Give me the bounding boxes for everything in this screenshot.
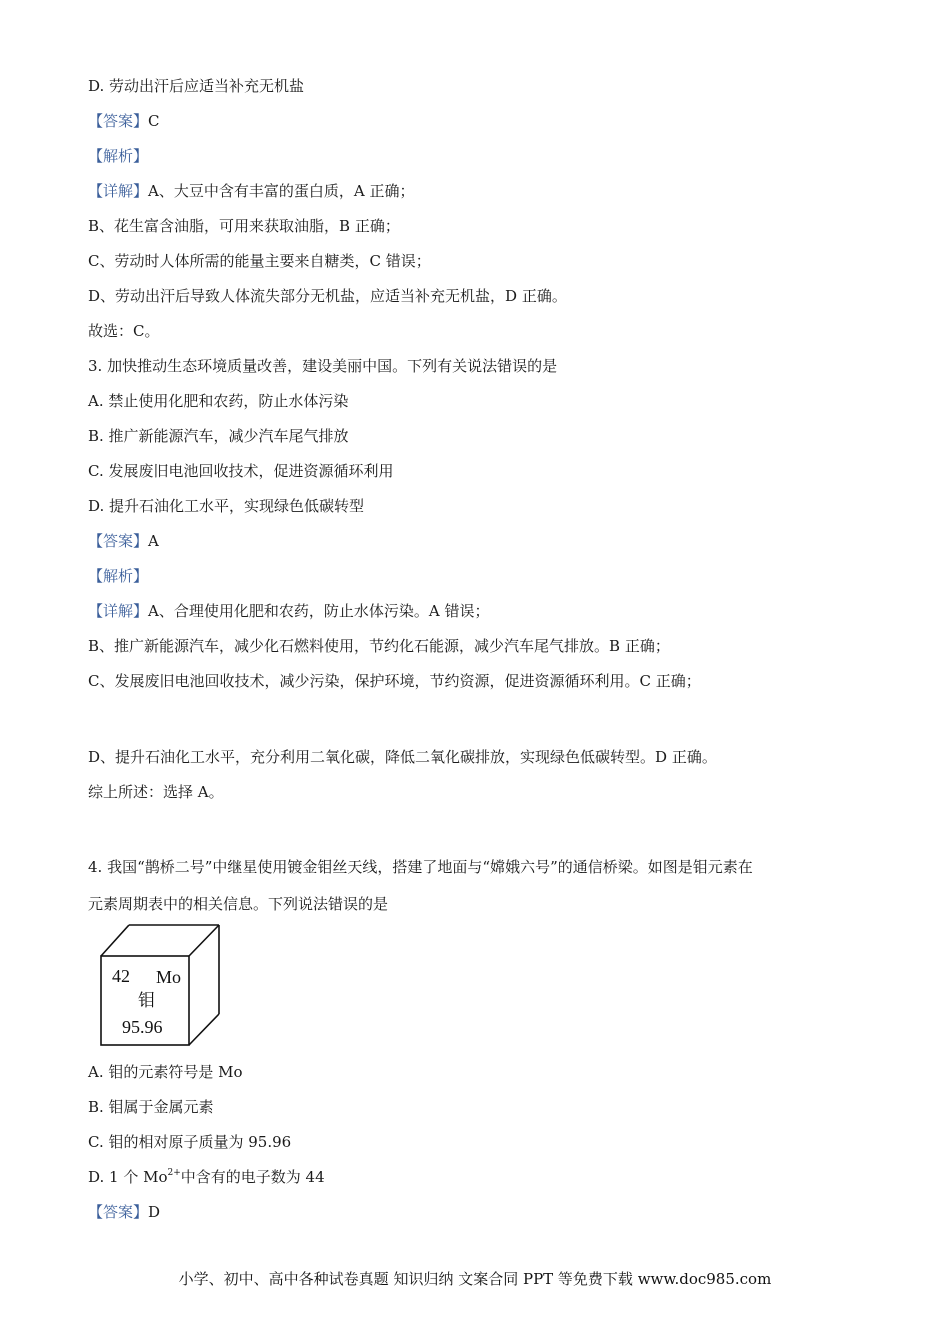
- q2-option-d: D. 劳动出汗后应适当补充无机盐: [88, 77, 305, 95]
- detail-tag: 【详解】: [88, 182, 149, 200]
- answer-value: A: [148, 532, 159, 550]
- page-footer: 小学、初中、高中各种试卷真题 知识归纳 文案合同 PPT 等免费下载 www.doc985.com: [178, 1270, 772, 1288]
- element-name: 钼: [138, 991, 155, 1011]
- q4-answer: [88, 1201, 160, 1223]
- element-symbol: Mo: [156, 967, 182, 987]
- ion-charge: 2+: [167, 1168, 181, 1178]
- q4-option-b: B. 钼属于金属元素: [88, 1098, 214, 1116]
- answer-value: C: [148, 112, 160, 130]
- atomic-mass: 95.96: [122, 1017, 163, 1037]
- q3-analysis-tag: 【解析】: [88, 567, 149, 585]
- q3-option-a: A. 禁止使用化肥和农药，防止水体污染: [88, 392, 349, 410]
- answer-tag: 【答案】: [88, 1203, 149, 1221]
- answer-tag: 【答案】: [88, 112, 149, 130]
- q3-option-d: D. 提升石油化工水平，实现绿色低碳转型: [88, 497, 365, 515]
- q2-detail-c: C、劳动时人体所需的能量主要来自糖类，C 错误；: [88, 252, 431, 270]
- q2-conclusion: 故选：C。: [88, 322, 160, 340]
- atomic-number: 42: [112, 966, 130, 986]
- q2-detail-a: [88, 180, 414, 202]
- q3-detail-d: D、提升石油化工水平，充分利用二氧化碳，降低二氧化碳排放，实现绿色低碳转型。D 正确。: [88, 748, 717, 766]
- q3-conclusion: 综上所述：选择 A。: [88, 783, 224, 801]
- detail-tag: 【详解】: [88, 602, 149, 620]
- q4-stem-line2: 元素周期表中的相关信息。下列说法错误的是: [88, 895, 389, 913]
- q3-option-b: B. 推广新能源汽车，减少汽车尾气排放: [88, 427, 349, 445]
- detail-text: A、大豆中含有丰富的蛋白质，A 正确；: [148, 182, 415, 200]
- q3-stem: 3. 加快推动生态环境质量改善，建设美丽中国。下列有关说法错误的是: [88, 357, 558, 375]
- q3-detail-b: B、推广新能源汽车，减少化石燃料使用，节约化石能源，减少汽车尾气排放。B 正确；: [88, 637, 670, 655]
- q4-option-c: C. 钼的相对原子质量为 95.96: [88, 1133, 292, 1151]
- q2-detail-d: D、劳动出汗后导致人体流失部分无机盐，应适当补充无机盐，D 正确。: [88, 287, 567, 305]
- q3-detail-a: [88, 600, 489, 622]
- element-cell-figure: [100, 924, 222, 1046]
- option-d-suffix: 中含有的电子数为 44: [180, 1168, 325, 1186]
- detail-text: A、合理使用化肥和农药，防止水体污染。A 错误；: [148, 602, 490, 620]
- q2-answer: [88, 110, 160, 132]
- q4-option-d: [88, 1166, 325, 1188]
- q3-answer: [88, 530, 159, 552]
- q3-option-c: C. 发展废旧电池回收技术，促进资源循环利用: [88, 462, 394, 480]
- q2-analysis-tag: 【解析】: [88, 147, 149, 165]
- answer-tag: 【答案】: [88, 532, 149, 550]
- option-d-prefix: D. 1 个 Mo: [88, 1168, 168, 1186]
- q2-detail-b: B、花生富含油脂，可用来获取油脂，B 正确；: [88, 217, 400, 235]
- q4-stem-line1: 4. 我国“鹊桥二号”中继星使用镀金钼丝天线，搭建了地面与“嫦娥六号”的通信桥梁。如图是钼元素在: [88, 858, 753, 876]
- q3-detail-c: C、发展废旧电池回收技术，减少污染，保护环境，节约资源，促进资源循环利用。C 正确；: [88, 672, 701, 690]
- answer-value: D: [148, 1203, 161, 1221]
- q4-option-a: A. 钼的元素符号是 Mo: [88, 1063, 243, 1081]
